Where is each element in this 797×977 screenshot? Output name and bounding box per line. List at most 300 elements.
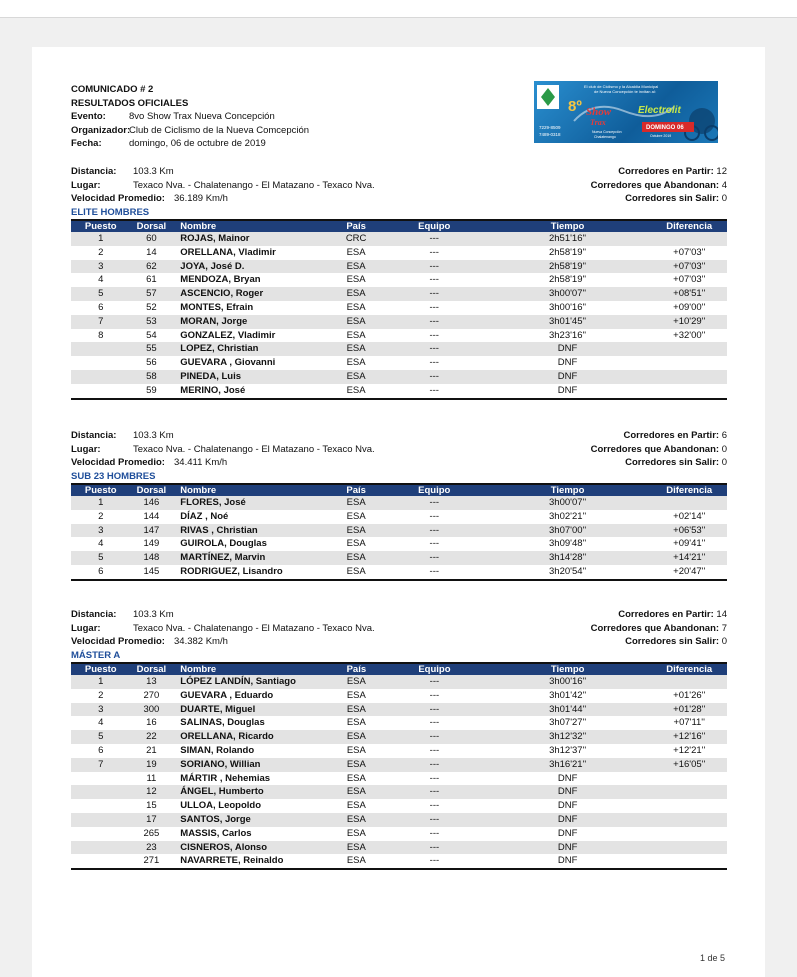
cell-nombre: MARTÍNEZ, Marvin: [172, 551, 327, 565]
cell-dorsal: 15: [131, 799, 173, 813]
cell-puesto: 2: [71, 689, 131, 703]
event-poster-logo: [534, 81, 718, 143]
cell-pais: ESA: [328, 703, 385, 717]
velocidad-label: Velocidad Promedio:: [71, 457, 165, 468]
cell-nombre: JOYA, José D.: [172, 260, 327, 274]
cell-dorsal: 59: [131, 384, 173, 399]
table-row: [71, 551, 727, 565]
cell-tiempo: 3h20'54'': [484, 565, 652, 580]
sin-salir-value: 0: [721, 636, 727, 647]
cell-pais: ESA: [328, 772, 385, 786]
table-row: [71, 744, 727, 758]
cell-diferencia: +07'03'': [651, 260, 727, 274]
cell-diferencia: +02'14'': [651, 510, 727, 524]
cell-nombre: PINEDA, Luis: [172, 370, 327, 384]
table-header-row: [71, 484, 727, 496]
cell-equipo: ---: [385, 772, 484, 786]
table-row: [71, 301, 727, 315]
cell-tiempo: 3h00'16'': [484, 675, 652, 689]
col-diferencia: Diferencia: [651, 484, 727, 496]
cell-puesto: 6: [71, 301, 131, 315]
cell-nombre: ASCENCIO, Roger: [172, 287, 327, 301]
cell-equipo: ---: [385, 524, 484, 538]
cell-tiempo: 3h00'16'': [484, 301, 652, 315]
cell-equipo: ---: [385, 854, 484, 869]
cell-nombre: GONZALEZ, Vladimir: [172, 329, 327, 343]
cell-puesto: 4: [71, 537, 131, 551]
cell-puesto: [71, 799, 131, 813]
cell-nombre: MERINO, José: [172, 384, 327, 399]
cell-nombre: DÍAZ , Noé: [172, 510, 327, 524]
col-equipo: Equipo: [385, 484, 484, 496]
cell-tiempo: 2h58'19'': [484, 273, 652, 287]
sin-salir-value: 0: [721, 193, 727, 204]
cell-dorsal: 57: [131, 287, 173, 301]
cell-equipo: ---: [385, 246, 484, 260]
cell-equipo: ---: [385, 758, 484, 772]
cell-puesto: [71, 854, 131, 869]
cell-diferencia: +32'00'': [651, 329, 727, 343]
cell-nombre: RODRIGUEZ, Lisandro: [172, 565, 327, 580]
cell-tiempo: 3h07'00'': [484, 524, 652, 538]
cell-diferencia: [651, 813, 727, 827]
col-tiempo: Tiempo: [484, 663, 652, 675]
resultados-title: RESULTADOS OFICIALES: [71, 97, 189, 109]
comunicado-title: COMUNICADO # 2: [71, 84, 154, 95]
cell-diferencia: +07'03'': [651, 246, 727, 260]
category-title: ELITE HOMBRES: [71, 207, 150, 218]
table-row: [71, 827, 727, 841]
cell-puesto: [71, 785, 131, 799]
lugar-value: Texaco Nva. - Chalatenango - El Matazano - Texaco Nva.: [133, 179, 375, 191]
cell-dorsal: 146: [131, 496, 173, 510]
cell-puesto: [71, 384, 131, 399]
cell-puesto: [71, 370, 131, 384]
cell-puesto: 5: [71, 551, 131, 565]
cell-diferencia: [651, 342, 727, 356]
document-page: [32, 47, 765, 977]
cell-tiempo: DNF: [484, 384, 652, 399]
results-table: [71, 483, 727, 581]
table-row: [71, 342, 727, 356]
cell-nombre: GUIROLA, Douglas: [172, 537, 327, 551]
cell-equipo: ---: [385, 356, 484, 370]
col-nombre: Nombre: [172, 220, 327, 232]
distancia-label: Distancia:: [71, 166, 117, 177]
cell-pais: ESA: [327, 246, 384, 260]
cell-nombre: DUARTE, Miguel: [172, 703, 327, 717]
cell-puesto: 4: [71, 273, 131, 287]
cell-tiempo: 3h12'32'': [484, 730, 652, 744]
cell-tiempo: 3h01'42'': [484, 689, 652, 703]
velocidad-label: Velocidad Promedio:: [71, 636, 165, 647]
cell-nombre: ULLOA, Leopoldo: [172, 799, 327, 813]
cell-tiempo: 3h16'21'': [484, 758, 652, 772]
sin-salir-label: Corredores sin Salir:: [625, 636, 720, 647]
table-row: [71, 675, 727, 689]
col-pais: País: [328, 484, 385, 496]
distancia-value: 103.3 Km: [133, 609, 174, 620]
evento-value: 8vo Show Trax Nueva Concepción: [129, 111, 275, 122]
cell-pais: ESA: [327, 342, 384, 356]
cell-dorsal: 56: [131, 356, 173, 370]
cell-pais: ESA: [328, 730, 385, 744]
cell-dorsal: 11: [131, 772, 173, 786]
cell-pais: ESA: [328, 689, 385, 703]
table-row: [71, 232, 727, 246]
cell-pais: ESA: [328, 744, 385, 758]
cell-nombre: NAVARRETE, Reinaldo: [172, 854, 327, 869]
cell-nombre: MÁRTIR , Nehemias: [172, 772, 327, 786]
cell-dorsal: 14: [131, 246, 173, 260]
cell-tiempo: DNF: [484, 854, 652, 869]
cell-equipo: ---: [385, 315, 484, 329]
cell-tiempo: 3h12'37'': [484, 744, 652, 758]
cell-equipo: ---: [385, 813, 484, 827]
cell-equipo: ---: [385, 675, 484, 689]
col-pais: País: [328, 663, 385, 675]
cell-tiempo: DNF: [484, 813, 652, 827]
page-number: 1 de 5: [700, 953, 726, 963]
cell-puesto: [71, 772, 131, 786]
distancia-value: 103.3 Km: [133, 430, 174, 441]
velocidad-value: 34.411 Km/h: [174, 457, 228, 468]
table-row: [71, 315, 727, 329]
cell-nombre: RIVAS , Christian: [172, 524, 327, 538]
cell-puesto: 7: [71, 758, 131, 772]
distancia-label: Distancia:: [71, 430, 117, 441]
cell-dorsal: 148: [131, 551, 173, 565]
document-header: [71, 83, 309, 151]
cell-nombre: ORELLANA, Vladimir: [172, 246, 327, 260]
cell-tiempo: 3h01'44'': [484, 703, 652, 717]
lugar-label: Lugar:: [71, 179, 101, 191]
svg-text:de Nueva Concepción te invitan: de Nueva Concepción te invitan al:: [594, 89, 656, 94]
table-row: [71, 703, 727, 717]
organizador-value: Club de Ciclismo de la Nueva Comcepción: [129, 124, 310, 136]
cell-diferencia: [651, 772, 727, 786]
table-row: [71, 273, 727, 287]
col-dorsal: Dorsal: [131, 663, 173, 675]
partir-label: Corredores en Partir:: [618, 166, 714, 177]
cell-equipo: ---: [385, 799, 484, 813]
cell-diferencia: +06'53'': [651, 524, 727, 538]
cell-diferencia: +14'21'': [651, 551, 727, 565]
cell-puesto: 7: [71, 315, 131, 329]
col-tiempo: Tiempo: [484, 220, 652, 232]
cell-tiempo: 3h09'48'': [484, 537, 652, 551]
cell-equipo: ---: [385, 785, 484, 799]
col-equipo: Equipo: [385, 663, 484, 675]
svg-text:Show: Show: [586, 106, 612, 118]
cell-nombre: SANTOS, Jorge: [172, 813, 327, 827]
col-equipo: Equipo: [385, 220, 484, 232]
cell-diferencia: [651, 370, 727, 384]
cell-tiempo: DNF: [484, 841, 652, 855]
poster-graphic: [534, 81, 718, 143]
fecha-value: domingo, 06 de octubre de 2019: [129, 138, 266, 149]
cell-pais: ESA: [328, 510, 385, 524]
cell-equipo: ---: [385, 537, 484, 551]
cell-puesto: 6: [71, 744, 131, 758]
cell-nombre: GUEVARA , Giovanni: [172, 356, 327, 370]
table-header-row: [71, 220, 727, 232]
cell-tiempo: 3h00'07'': [484, 287, 652, 301]
cell-tiempo: DNF: [484, 356, 652, 370]
cell-diferencia: [651, 356, 727, 370]
distancia-label: Distancia:: [71, 609, 117, 620]
category-title: MÁSTER A: [71, 650, 121, 661]
table-row: [71, 329, 727, 343]
cell-pais: ESA: [327, 260, 384, 274]
cell-pais: ESA: [328, 524, 385, 538]
table-row: [71, 496, 727, 510]
velocidad-label: Velocidad Promedio:: [71, 193, 165, 204]
browser-top-bar: [0, 0, 797, 18]
cell-nombre: ÁNGEL, Humberto: [172, 785, 327, 799]
fecha-label: Fecha:: [71, 138, 102, 149]
cell-equipo: ---: [385, 689, 484, 703]
cell-puesto: 2: [71, 246, 131, 260]
lugar-label: Lugar:: [71, 622, 101, 634]
svg-text:7229-8509: 7229-8509: [539, 125, 561, 130]
cell-diferencia: +09'41'': [651, 537, 727, 551]
table-row: [71, 758, 727, 772]
cell-dorsal: 13: [131, 675, 173, 689]
cell-puesto: 3: [71, 260, 131, 274]
velocidad-value: 34.382 Km/h: [174, 636, 228, 647]
cell-pais: ESA: [327, 273, 384, 287]
cell-puesto: [71, 356, 131, 370]
cell-equipo: ---: [385, 730, 484, 744]
svg-text:Chalatenango: Chalatenango: [594, 135, 616, 139]
results-table: [71, 219, 727, 400]
cell-tiempo: 2h58'19'': [484, 260, 652, 274]
cell-dorsal: 265: [131, 827, 173, 841]
cell-diferencia: +20'47'': [651, 565, 727, 580]
table-row: [71, 537, 727, 551]
cell-pais: ESA: [328, 716, 385, 730]
cell-tiempo: DNF: [484, 799, 652, 813]
col-tiempo: Tiempo: [484, 484, 652, 496]
table-row: [71, 524, 727, 538]
cell-nombre: MASSIS, Carlos: [172, 827, 327, 841]
cell-pais: ESA: [328, 565, 385, 580]
cell-puesto: 2: [71, 510, 131, 524]
cell-dorsal: 300: [131, 703, 173, 717]
table-header-row: [71, 663, 727, 675]
cell-dorsal: 17: [131, 813, 173, 827]
cell-nombre: ROJAS, Mainor: [172, 232, 327, 246]
cell-pais: ESA: [328, 675, 385, 689]
cell-tiempo: 3h01'45'': [484, 315, 652, 329]
cell-dorsal: 271: [131, 854, 173, 869]
cell-diferencia: +08'51'': [651, 287, 727, 301]
cell-equipo: ---: [385, 827, 484, 841]
cell-nombre: SORIANO, Willian: [172, 758, 327, 772]
lugar-value: Texaco Nva. - Chalatenango - El Matazano - Texaco Nva.: [133, 622, 375, 634]
cell-pais: ESA: [327, 301, 384, 315]
cell-equipo: ---: [385, 841, 484, 855]
cell-dorsal: 60: [131, 232, 173, 246]
cell-diferencia: +07'03'': [651, 273, 727, 287]
table-row: [71, 799, 727, 813]
cell-puesto: 4: [71, 716, 131, 730]
cell-equipo: ---: [385, 384, 484, 399]
cell-tiempo: DNF: [484, 342, 652, 356]
cell-tiempo: 3h23'16'': [484, 329, 652, 343]
cell-puesto: 3: [71, 703, 131, 717]
cell-equipo: ---: [385, 287, 484, 301]
svg-text:El club de Ciclismo y la Alcal: El club de Ciclismo y la Alcaldía Municipal: [584, 84, 659, 89]
lugar-value: Texaco Nva. - Chalatenango - El Matazano - Texaco Nva.: [133, 443, 375, 455]
cell-pais: ESA: [327, 384, 384, 399]
cell-tiempo: 3h07'27'': [484, 716, 652, 730]
cell-puesto: [71, 827, 131, 841]
cell-puesto: 6: [71, 565, 131, 580]
cell-diferencia: [651, 841, 727, 855]
cell-tiempo: 2h58'19'': [484, 246, 652, 260]
col-nombre: Nombre: [172, 663, 327, 675]
table-row: [71, 841, 727, 855]
abandonan-label: Corredores que Abandonan:: [590, 179, 720, 191]
cell-pais: ESA: [328, 551, 385, 565]
cell-dorsal: 58: [131, 370, 173, 384]
cell-equipo: ---: [385, 342, 484, 356]
cell-dorsal: 19: [131, 758, 173, 772]
table-row: [71, 260, 727, 274]
cell-diferencia: +01'28'': [651, 703, 727, 717]
evento-label: Evento:: [71, 111, 106, 122]
distancia-value: 103.3 Km: [133, 166, 174, 177]
table-row: [71, 356, 727, 370]
lugar-label: Lugar:: [71, 443, 101, 455]
cell-nombre: FLORES, José: [172, 496, 327, 510]
cell-puesto: [71, 813, 131, 827]
sin-salir-value: 0: [721, 457, 727, 468]
table-row: [71, 510, 727, 524]
cell-equipo: ---: [385, 551, 484, 565]
cell-equipo: ---: [385, 496, 484, 510]
partir-value: 12: [716, 166, 727, 177]
svg-text:DOMINGO 06: DOMINGO 06: [646, 125, 684, 131]
col-puesto: Puesto: [71, 484, 131, 496]
results-table: [71, 662, 727, 870]
col-dorsal: Dorsal: [131, 220, 173, 232]
organizador-label: Organizador:: [71, 124, 131, 136]
cell-pais: ESA: [327, 315, 384, 329]
abandonan-label: Corredores que Abandonan:: [590, 443, 720, 455]
col-nombre: Nombre: [172, 484, 327, 496]
cell-diferencia: [651, 827, 727, 841]
partir-label: Corredores en Partir:: [623, 430, 720, 441]
cell-pais: ESA: [328, 827, 385, 841]
category-title: SUB 23 HOMBRES: [71, 471, 156, 482]
abandonan-label: Corredores que Abandonan:: [590, 622, 720, 634]
svg-text:Octubre 2019: Octubre 2019: [650, 134, 672, 138]
cell-pais: ESA: [327, 356, 384, 370]
cell-tiempo: DNF: [484, 370, 652, 384]
cell-nombre: MONTES, Efrain: [172, 301, 327, 315]
cell-dorsal: 270: [131, 689, 173, 703]
cell-diferencia: +01'26'': [651, 689, 727, 703]
col-diferencia: Diferencia: [651, 663, 727, 675]
cell-pais: ESA: [328, 537, 385, 551]
cell-equipo: ---: [385, 703, 484, 717]
cell-dorsal: 144: [131, 510, 173, 524]
cell-diferencia: [651, 384, 727, 399]
cell-diferencia: +12'16'': [651, 730, 727, 744]
cell-equipo: ---: [385, 301, 484, 315]
partir-value: 14: [716, 609, 727, 620]
cell-tiempo: 2h51'16'': [484, 232, 652, 246]
cell-nombre: CISNEROS, Alonso: [172, 841, 327, 855]
sin-salir-label: Corredores sin Salir:: [625, 457, 720, 468]
cell-diferencia: +16'05'': [651, 758, 727, 772]
col-puesto: Puesto: [71, 220, 131, 232]
cell-equipo: ---: [385, 744, 484, 758]
cell-puesto: 1: [71, 232, 131, 246]
cell-pais: ESA: [327, 287, 384, 301]
cell-equipo: ---: [385, 716, 484, 730]
cell-puesto: 5: [71, 730, 131, 744]
cell-dorsal: 22: [131, 730, 173, 744]
cell-diferencia: [651, 675, 727, 689]
cell-pais: ESA: [328, 841, 385, 855]
cell-dorsal: 149: [131, 537, 173, 551]
cell-tiempo: 3h02'21'': [484, 510, 652, 524]
abandonan-value: 0: [721, 443, 727, 455]
cell-nombre: MORAN, Jorge: [172, 315, 327, 329]
svg-text:8º: 8º: [568, 98, 582, 115]
table-row: [71, 370, 727, 384]
cell-dorsal: 21: [131, 744, 173, 758]
abandonan-value: 7: [721, 622, 727, 634]
cell-puesto: 3: [71, 524, 131, 538]
table-row: [71, 565, 727, 580]
cell-dorsal: 23: [131, 841, 173, 855]
col-diferencia: Diferencia: [651, 220, 727, 232]
table-row: [71, 813, 727, 827]
cell-diferencia: +09'00'': [651, 301, 727, 315]
cell-nombre: MENDOZA, Bryan: [172, 273, 327, 287]
cell-nombre: ORELLANA, Ricardo: [172, 730, 327, 744]
cell-pais: ESA: [328, 785, 385, 799]
cell-pais: CRC: [327, 232, 384, 246]
cell-dorsal: 62: [131, 260, 173, 274]
col-dorsal: Dorsal: [131, 484, 173, 496]
cell-equipo: ---: [385, 510, 484, 524]
cell-pais: ESA: [327, 329, 384, 343]
cell-diferencia: [651, 799, 727, 813]
cell-puesto: 1: [71, 675, 131, 689]
cell-dorsal: 54: [131, 329, 173, 343]
cell-nombre: GUEVARA , Eduardo: [172, 689, 327, 703]
cell-puesto: 8: [71, 329, 131, 343]
cell-pais: ESA: [327, 370, 384, 384]
table-row: [71, 689, 727, 703]
cell-equipo: ---: [385, 370, 484, 384]
cell-dorsal: 12: [131, 785, 173, 799]
table-row: [71, 287, 727, 301]
cell-equipo: ---: [385, 260, 484, 274]
col-puesto: Puesto: [71, 663, 131, 675]
svg-text:Electrolit: Electrolit: [638, 105, 681, 116]
cell-dorsal: 147: [131, 524, 173, 538]
cell-pais: ESA: [328, 496, 385, 510]
cell-pais: ESA: [328, 799, 385, 813]
cell-equipo: ---: [385, 329, 484, 343]
